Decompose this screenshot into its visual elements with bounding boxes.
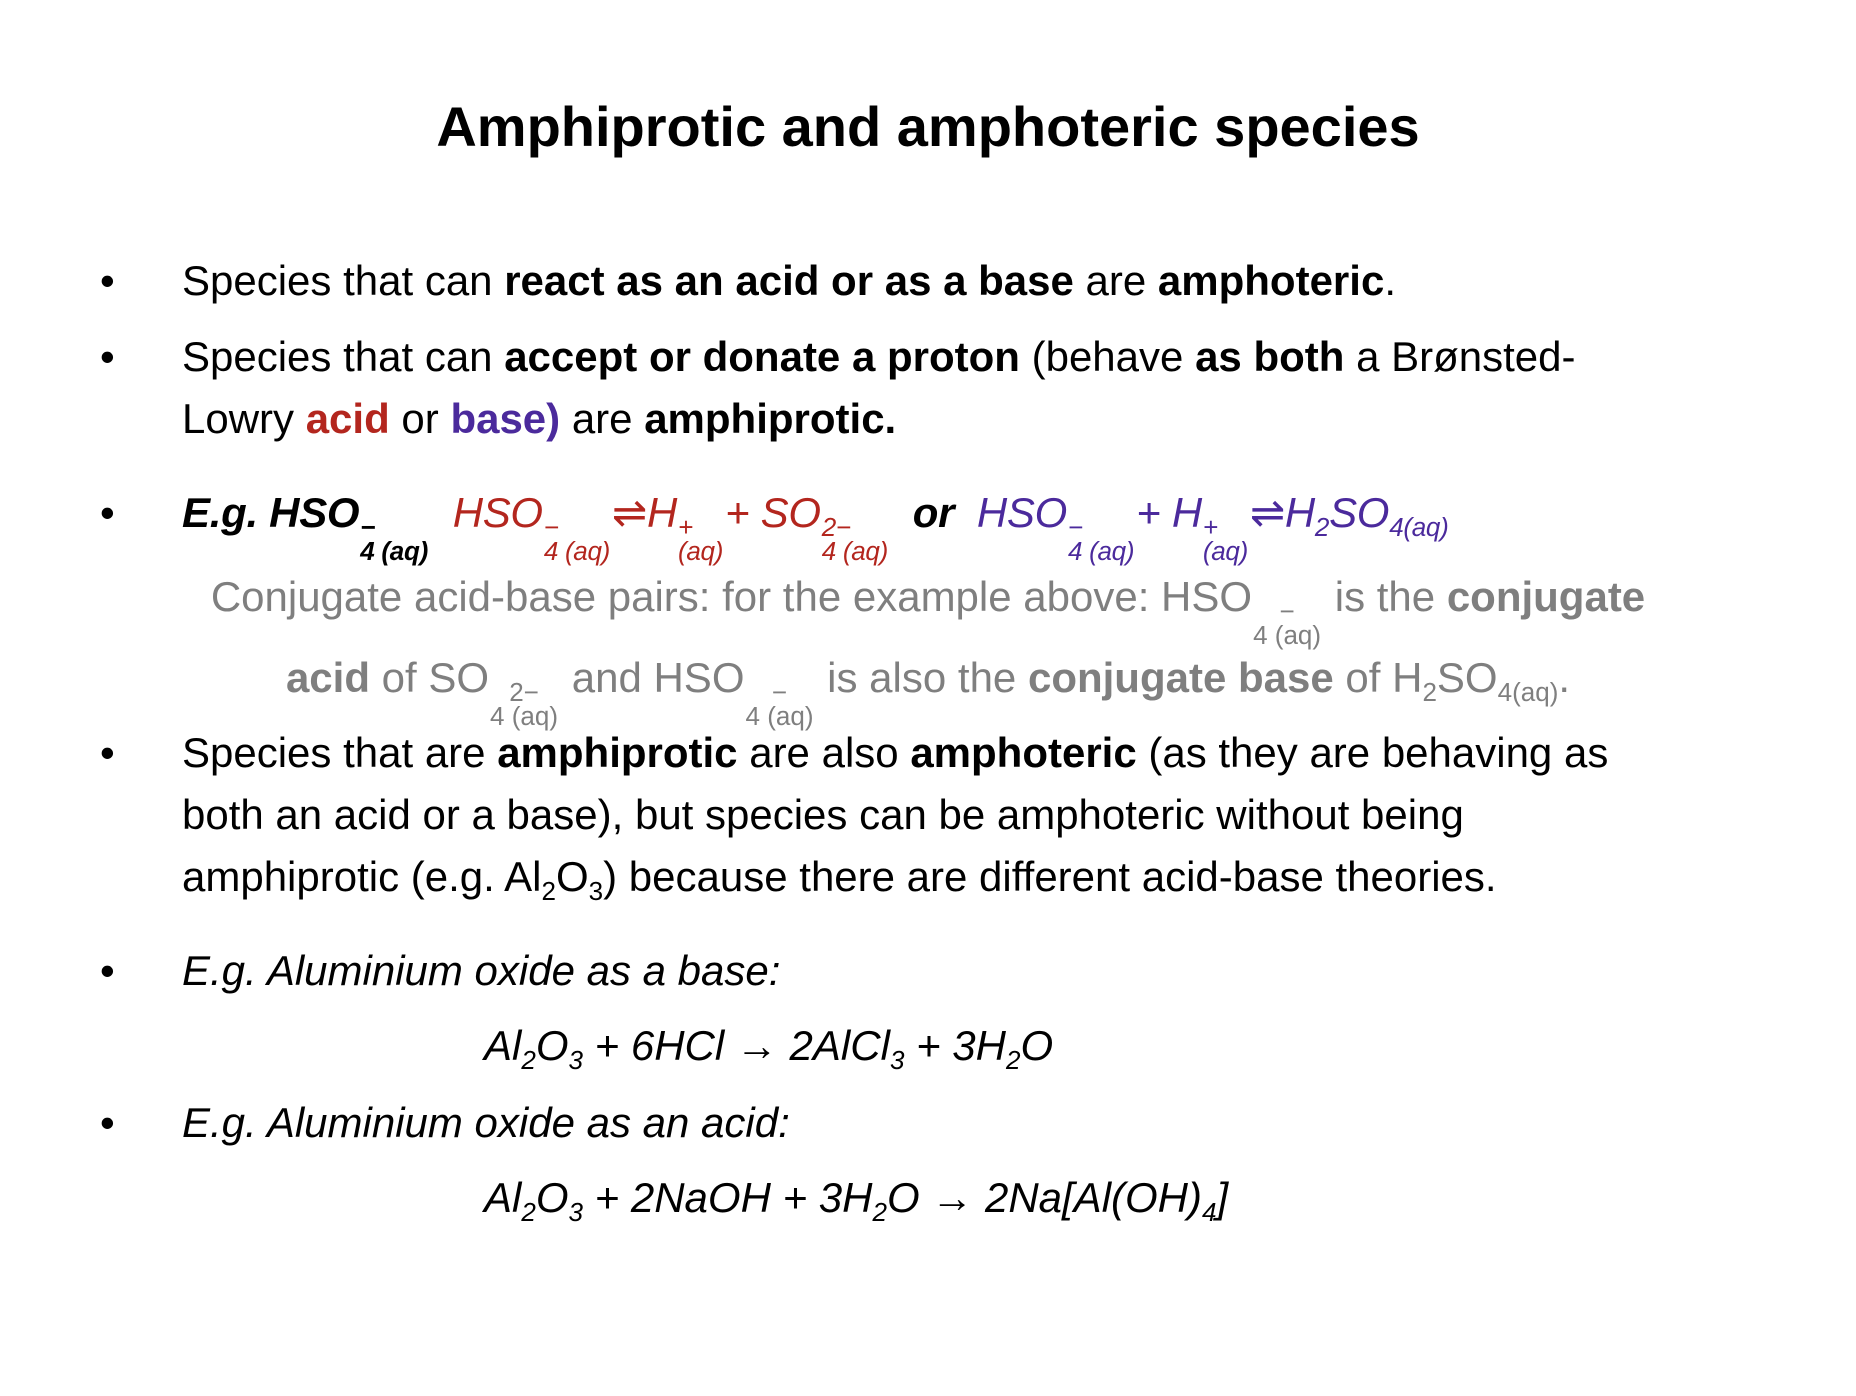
text: Species that are: [182, 729, 498, 776]
text: Lowry: [182, 395, 306, 442]
text: of H: [1333, 653, 1423, 701]
text: are: [560, 395, 645, 442]
bullet-amphiprotic-vs-amphoteric: [100, 722, 1800, 908]
bold-text: amphiprotic: [497, 729, 738, 776]
text: HSO: [452, 489, 543, 536]
conjugate-pairs-note: [100, 566, 1756, 731]
sup: −: [360, 512, 376, 543]
sub: 4: [1202, 1197, 1217, 1228]
sub: 2: [521, 1045, 536, 1076]
text: SO: [1329, 489, 1390, 536]
text: (behave: [1019, 333, 1196, 380]
text: .: [1384, 257, 1396, 304]
sub-num: 4: [360, 535, 375, 566]
sub: 2: [521, 1197, 536, 1228]
sub: 3: [568, 1045, 583, 1076]
bullet-acid-example: [100, 1092, 1800, 1154]
text: are also: [737, 729, 911, 776]
text: 2Na[Al(OH): [973, 1174, 1202, 1221]
sub: 4(aq): [1497, 677, 1559, 708]
sup: +: [677, 512, 693, 543]
text: H: [1284, 489, 1315, 536]
sub: [543, 535, 611, 566]
state: (aq): [767, 700, 814, 731]
subsup: [1253, 596, 1322, 650]
text: Conjugate acid-base pairs: for the example above: HSO: [210, 573, 1253, 620]
text: and HSO: [560, 653, 745, 701]
subsup: [677, 512, 724, 566]
state: (aq): [564, 535, 611, 566]
or-word: or: [912, 489, 955, 536]
sub: 2: [1005, 1045, 1021, 1076]
text: Al: [484, 1174, 522, 1221]
text: H: [646, 489, 677, 536]
state: (aq): [842, 535, 888, 566]
text: + 6HCl: [583, 1022, 736, 1069]
sup: 2−: [509, 677, 539, 708]
sub: 2: [1314, 512, 1330, 543]
sub-num: 4: [490, 700, 505, 731]
text: H: [1171, 489, 1202, 536]
sub: 2: [872, 1197, 887, 1228]
bold-text: acid: [285, 653, 370, 701]
bullet-amphiprotic-definition: [100, 326, 1800, 450]
text: Species that can: [182, 257, 505, 304]
sup: −: [1068, 512, 1083, 543]
sup: −: [771, 677, 788, 708]
sub: [821, 535, 888, 566]
subsup: [490, 677, 559, 731]
bold-text: conjugate: [1446, 573, 1646, 620]
sub: (aq): [1202, 535, 1248, 566]
acid-dissociation-equation: [441, 489, 890, 566]
reaction-arrow: →: [735, 1022, 778, 1069]
sup: +: [1202, 512, 1218, 543]
acid-word: acid: [305, 395, 390, 442]
subsup: [543, 512, 611, 566]
text: .: [1558, 653, 1571, 701]
text: O: [1020, 1022, 1054, 1069]
sub: [360, 535, 428, 566]
text: 2AlCl: [777, 1022, 890, 1069]
text: are: [1073, 257, 1158, 304]
sub: 4(aq): [1389, 512, 1449, 543]
sup: −: [543, 512, 559, 543]
sub-num: 4: [543, 535, 558, 566]
equilibrium-arrow: ⇌: [612, 489, 647, 536]
text: Species that can: [182, 333, 505, 380]
bullet-text: E.g. Aluminium oxide as an acid:: [182, 1099, 790, 1146]
bold-text: react as an acid or as a base: [504, 257, 1074, 304]
example-label: E.g. HSO: [182, 489, 360, 536]
text: is also the: [815, 653, 1028, 701]
bullet-hso4-example: [100, 482, 1820, 566]
bold-text: amphiprotic.: [644, 395, 897, 442]
text: (as they are behaving as: [1136, 729, 1609, 776]
bullet-dot: •: [100, 947, 115, 994]
state: (aq): [1089, 535, 1135, 566]
bold-text: accept or donate a proton: [504, 333, 1020, 380]
text: or: [389, 395, 451, 442]
sub: [1253, 619, 1322, 650]
sub-num: 4: [745, 700, 760, 731]
subsup: [745, 677, 814, 731]
reaction-arrow: →: [931, 1174, 974, 1221]
text: SO: [760, 489, 821, 536]
text: +: [1136, 489, 1161, 536]
bullet-text: [182, 250, 1800, 312]
bullet-amphoteric-definition: [100, 250, 1800, 312]
text: amphiprotic (e.g. Al: [182, 853, 542, 900]
subsup: [821, 512, 888, 566]
text: O: [556, 853, 589, 900]
equilibrium-arrow: ⇌: [1249, 489, 1285, 536]
bullet-dot: •: [100, 257, 115, 304]
sup: 2−: [821, 512, 851, 543]
sub: 2: [1422, 677, 1437, 708]
sup: −: [1279, 596, 1295, 627]
sub: 3: [588, 876, 604, 907]
equation-acid-reaction: [484, 1168, 1228, 1228]
text: ]: [1216, 1174, 1229, 1221]
slide-title: Amphiprotic and amphoteric species: [436, 95, 1420, 158]
bullet-dot: •: [100, 729, 115, 776]
state: (aq): [511, 700, 559, 731]
bullet-base-example: [100, 940, 1800, 1002]
base-word: base): [450, 395, 561, 442]
text: O: [535, 1174, 569, 1221]
text: ) because there are different acid-base theories.: [603, 853, 1497, 900]
text: both an acid or a base), but species can be amphoteric without being: [182, 791, 1464, 838]
sub-num: 4: [1068, 535, 1083, 566]
state: (aq): [1274, 619, 1322, 650]
base-protonation-equation: [976, 489, 1449, 566]
sub: (aq): [677, 535, 724, 566]
sub: 3: [889, 1045, 905, 1076]
sub-num: 4: [821, 535, 836, 566]
bullet-text: [182, 722, 1800, 908]
text: O: [535, 1022, 569, 1069]
bold-text: amphoteric: [1157, 257, 1385, 304]
text: + 3H: [904, 1022, 1006, 1069]
bullet-text: [182, 326, 1800, 450]
equation-base-reaction: [484, 1016, 1053, 1076]
text: HSO: [976, 489, 1068, 536]
bullet-text: [182, 482, 1820, 566]
sub: 2: [541, 876, 556, 907]
text: + 2NaOH + 3H: [583, 1174, 873, 1221]
sub-num: 4: [1253, 619, 1268, 650]
bullet-text: E.g. Aluminium oxide as a base:: [182, 947, 781, 994]
text: is the: [1323, 573, 1447, 620]
sub: [1068, 535, 1135, 566]
bullet-dot: •: [100, 1099, 115, 1146]
text: a Brønsted-: [1344, 333, 1576, 380]
bold-text: amphoteric: [910, 729, 1137, 776]
subsup: [1068, 512, 1135, 566]
sub: 3: [568, 1197, 583, 1228]
text: O: [886, 1174, 932, 1221]
bullet-dot: •: [100, 489, 115, 536]
text: +: [725, 489, 750, 536]
bold-text: as both: [1195, 333, 1345, 380]
bullet-dot: •: [100, 333, 115, 380]
text: Al: [484, 1022, 522, 1069]
example-subsup: [360, 512, 428, 566]
bold-text: conjugate base: [1027, 653, 1334, 701]
subsup: [1202, 512, 1248, 566]
state: (aq): [381, 535, 428, 566]
text: SO: [1436, 653, 1498, 701]
text: of SO: [369, 653, 490, 701]
